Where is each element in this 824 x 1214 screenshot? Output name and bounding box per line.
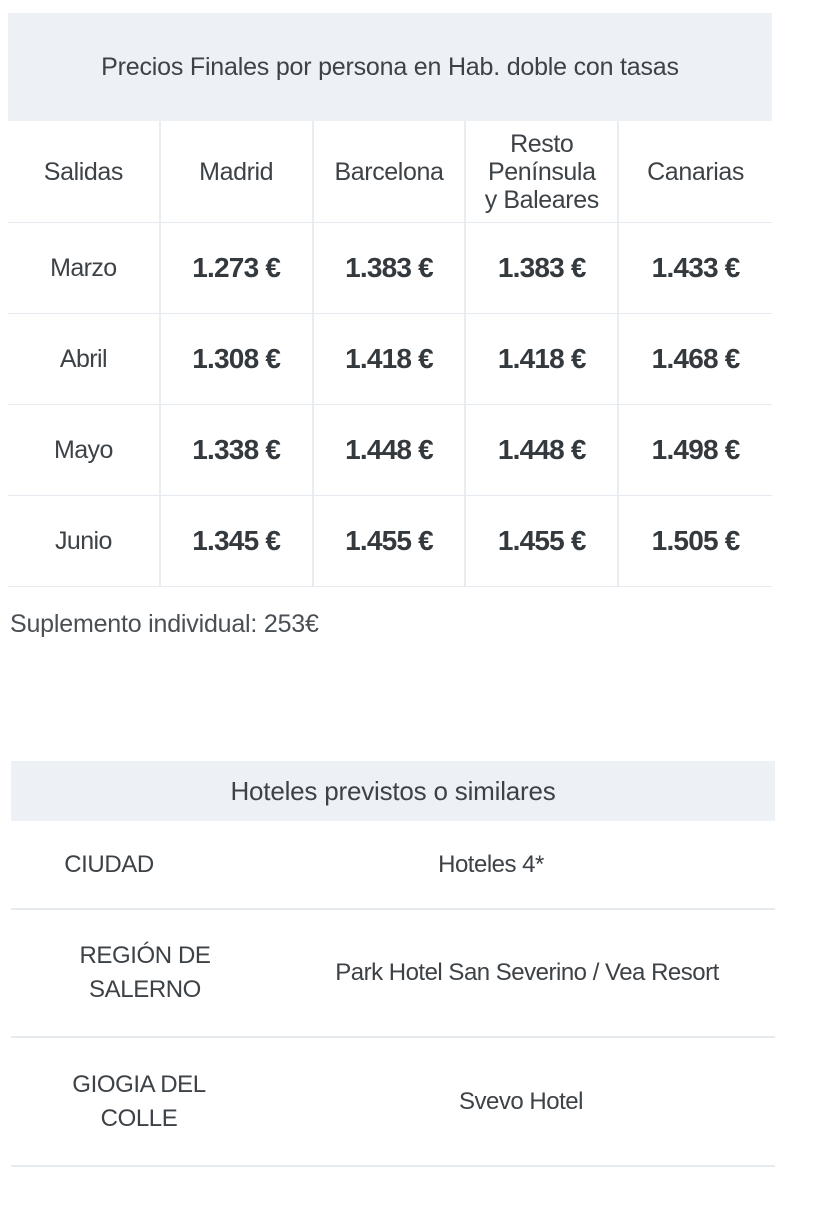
table-row bbox=[8, 405, 772, 496]
supplement-note: Suplemento individual: 253€ bbox=[10, 610, 319, 638]
table-row bbox=[11, 910, 775, 1038]
table-row bbox=[8, 314, 772, 405]
hotels-table-title: Hoteles previstos o similares bbox=[11, 761, 775, 821]
month-cell: Marzo bbox=[8, 223, 161, 313]
prices-table-columns bbox=[8, 121, 772, 223]
price-cell: 1.345 € bbox=[161, 496, 314, 586]
price-cell: 1.468 € bbox=[651, 343, 740, 374]
column-header-madrid: Madrid bbox=[161, 121, 314, 222]
price-cell: 1.418 € bbox=[466, 314, 619, 404]
price-cell: 1.455 € bbox=[314, 496, 467, 586]
price-cell: 1.498 € bbox=[651, 434, 740, 465]
city-cell: REGIÓN DE SALERNO bbox=[79, 942, 211, 1003]
table-row bbox=[8, 223, 772, 314]
column-header-salidas: Salidas bbox=[8, 121, 161, 222]
hotel-column-header: Hoteles 4* bbox=[438, 850, 544, 878]
price-cell: 1.455 € bbox=[466, 496, 619, 586]
prices-table bbox=[8, 13, 772, 587]
table-row bbox=[11, 1038, 775, 1167]
price-cell: 1.433 € bbox=[651, 252, 740, 283]
price-cell: 1.308 € bbox=[161, 314, 314, 404]
price-cell: 1.273 € bbox=[161, 223, 314, 313]
month-cell: Junio bbox=[8, 496, 161, 586]
column-header-barcelona: Barcelona bbox=[314, 121, 467, 222]
prices-table-title: Precios Finales por persona en Hab. doble con tasas bbox=[8, 13, 772, 121]
price-cell: 1.418 € bbox=[314, 314, 467, 404]
city-cell: GIOGIA DEL COLLE bbox=[72, 1070, 206, 1132]
price-cell: 1.383 € bbox=[466, 223, 619, 313]
city-column-header: CIUDAD bbox=[64, 850, 154, 878]
hotel-cell: Svevo Hotel bbox=[459, 1087, 583, 1115]
month-cell: Mayo bbox=[8, 405, 161, 495]
hotel-cell: Park Hotel San Severino / Vea Resort bbox=[335, 959, 719, 986]
price-cell: 1.448 € bbox=[314, 405, 467, 495]
hotels-table-header-row bbox=[11, 821, 775, 910]
month-cell: Abril bbox=[8, 314, 161, 404]
hotels-table bbox=[11, 761, 775, 1167]
price-cell: 1.383 € bbox=[314, 223, 467, 313]
price-cell: 1.505 € bbox=[651, 525, 740, 556]
column-header-resto: Resto Península y Baleares bbox=[466, 121, 619, 222]
price-cell: 1.448 € bbox=[466, 405, 619, 495]
column-header-canarias: Canarias bbox=[647, 157, 745, 186]
table-row bbox=[8, 496, 772, 587]
price-cell: 1.338 € bbox=[161, 405, 314, 495]
